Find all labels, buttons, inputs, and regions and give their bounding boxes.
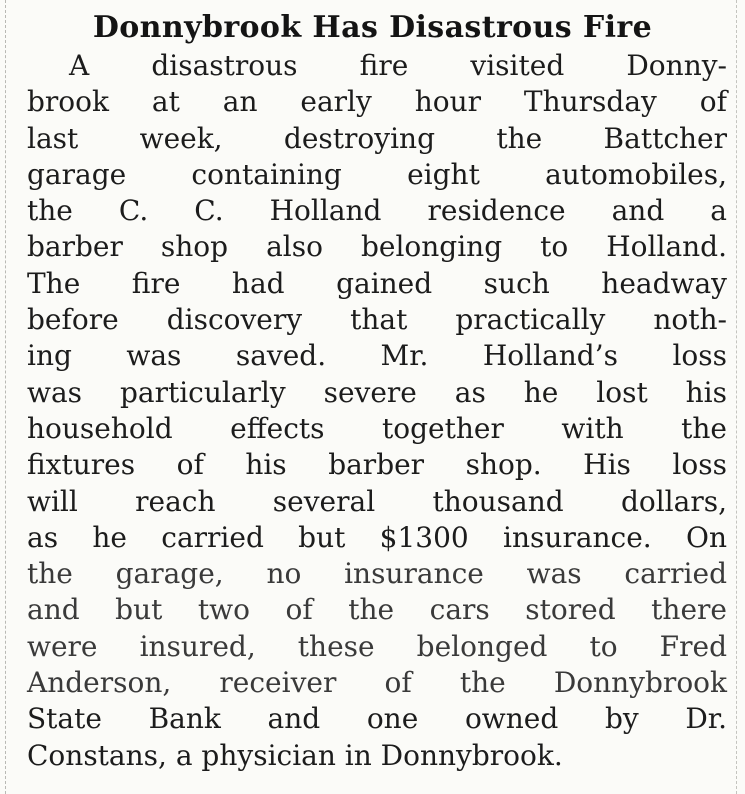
- article-line: A disastrous fire visited Donny-: [69, 49, 727, 82]
- article-line: last week, destroying the Battcher: [27, 121, 727, 155]
- article-line: household effects together with the: [27, 411, 727, 445]
- article-body: [27, 48, 727, 774]
- article-line: and but two of the cars stored there: [27, 593, 727, 627]
- article-line: will reach several thousand dollars,: [27, 484, 727, 518]
- article-line: the garage, no insurance was carried: [27, 557, 727, 591]
- article-line: The fire had gained such headway: [27, 266, 727, 300]
- article-line: Anderson, receiver of the Donnybrook: [27, 666, 727, 700]
- article-line: ing was saved. Mr. Holland’s loss: [27, 339, 727, 373]
- column-rule-right: [736, 0, 738, 794]
- article-line: were insured, these belonged to Fred: [27, 629, 727, 663]
- column-rule-left: [5, 0, 7, 794]
- article-line: the C. C. Holland residence and a: [27, 194, 727, 228]
- article-line: State Bank and one owned by Dr.: [27, 702, 727, 736]
- article-line: Constans, a physician in Donnybrook.: [27, 738, 563, 772]
- article-line: as he carried but $1300 insurance. On: [27, 520, 727, 554]
- article-line: barber shop also belonging to Holland.: [27, 230, 727, 264]
- article-line: before discovery that practically noth-: [27, 303, 727, 337]
- article-line: fixtures of his barber shop. His loss: [27, 448, 727, 482]
- article-line: brook at an early hour Thursday of: [27, 85, 727, 119]
- article-line: garage containing eight automobiles,: [27, 157, 727, 191]
- article-line: was particularly severe as he lost his: [27, 375, 727, 409]
- article-headline: Donnybrook Has Disastrous Fire: [92, 10, 653, 45]
